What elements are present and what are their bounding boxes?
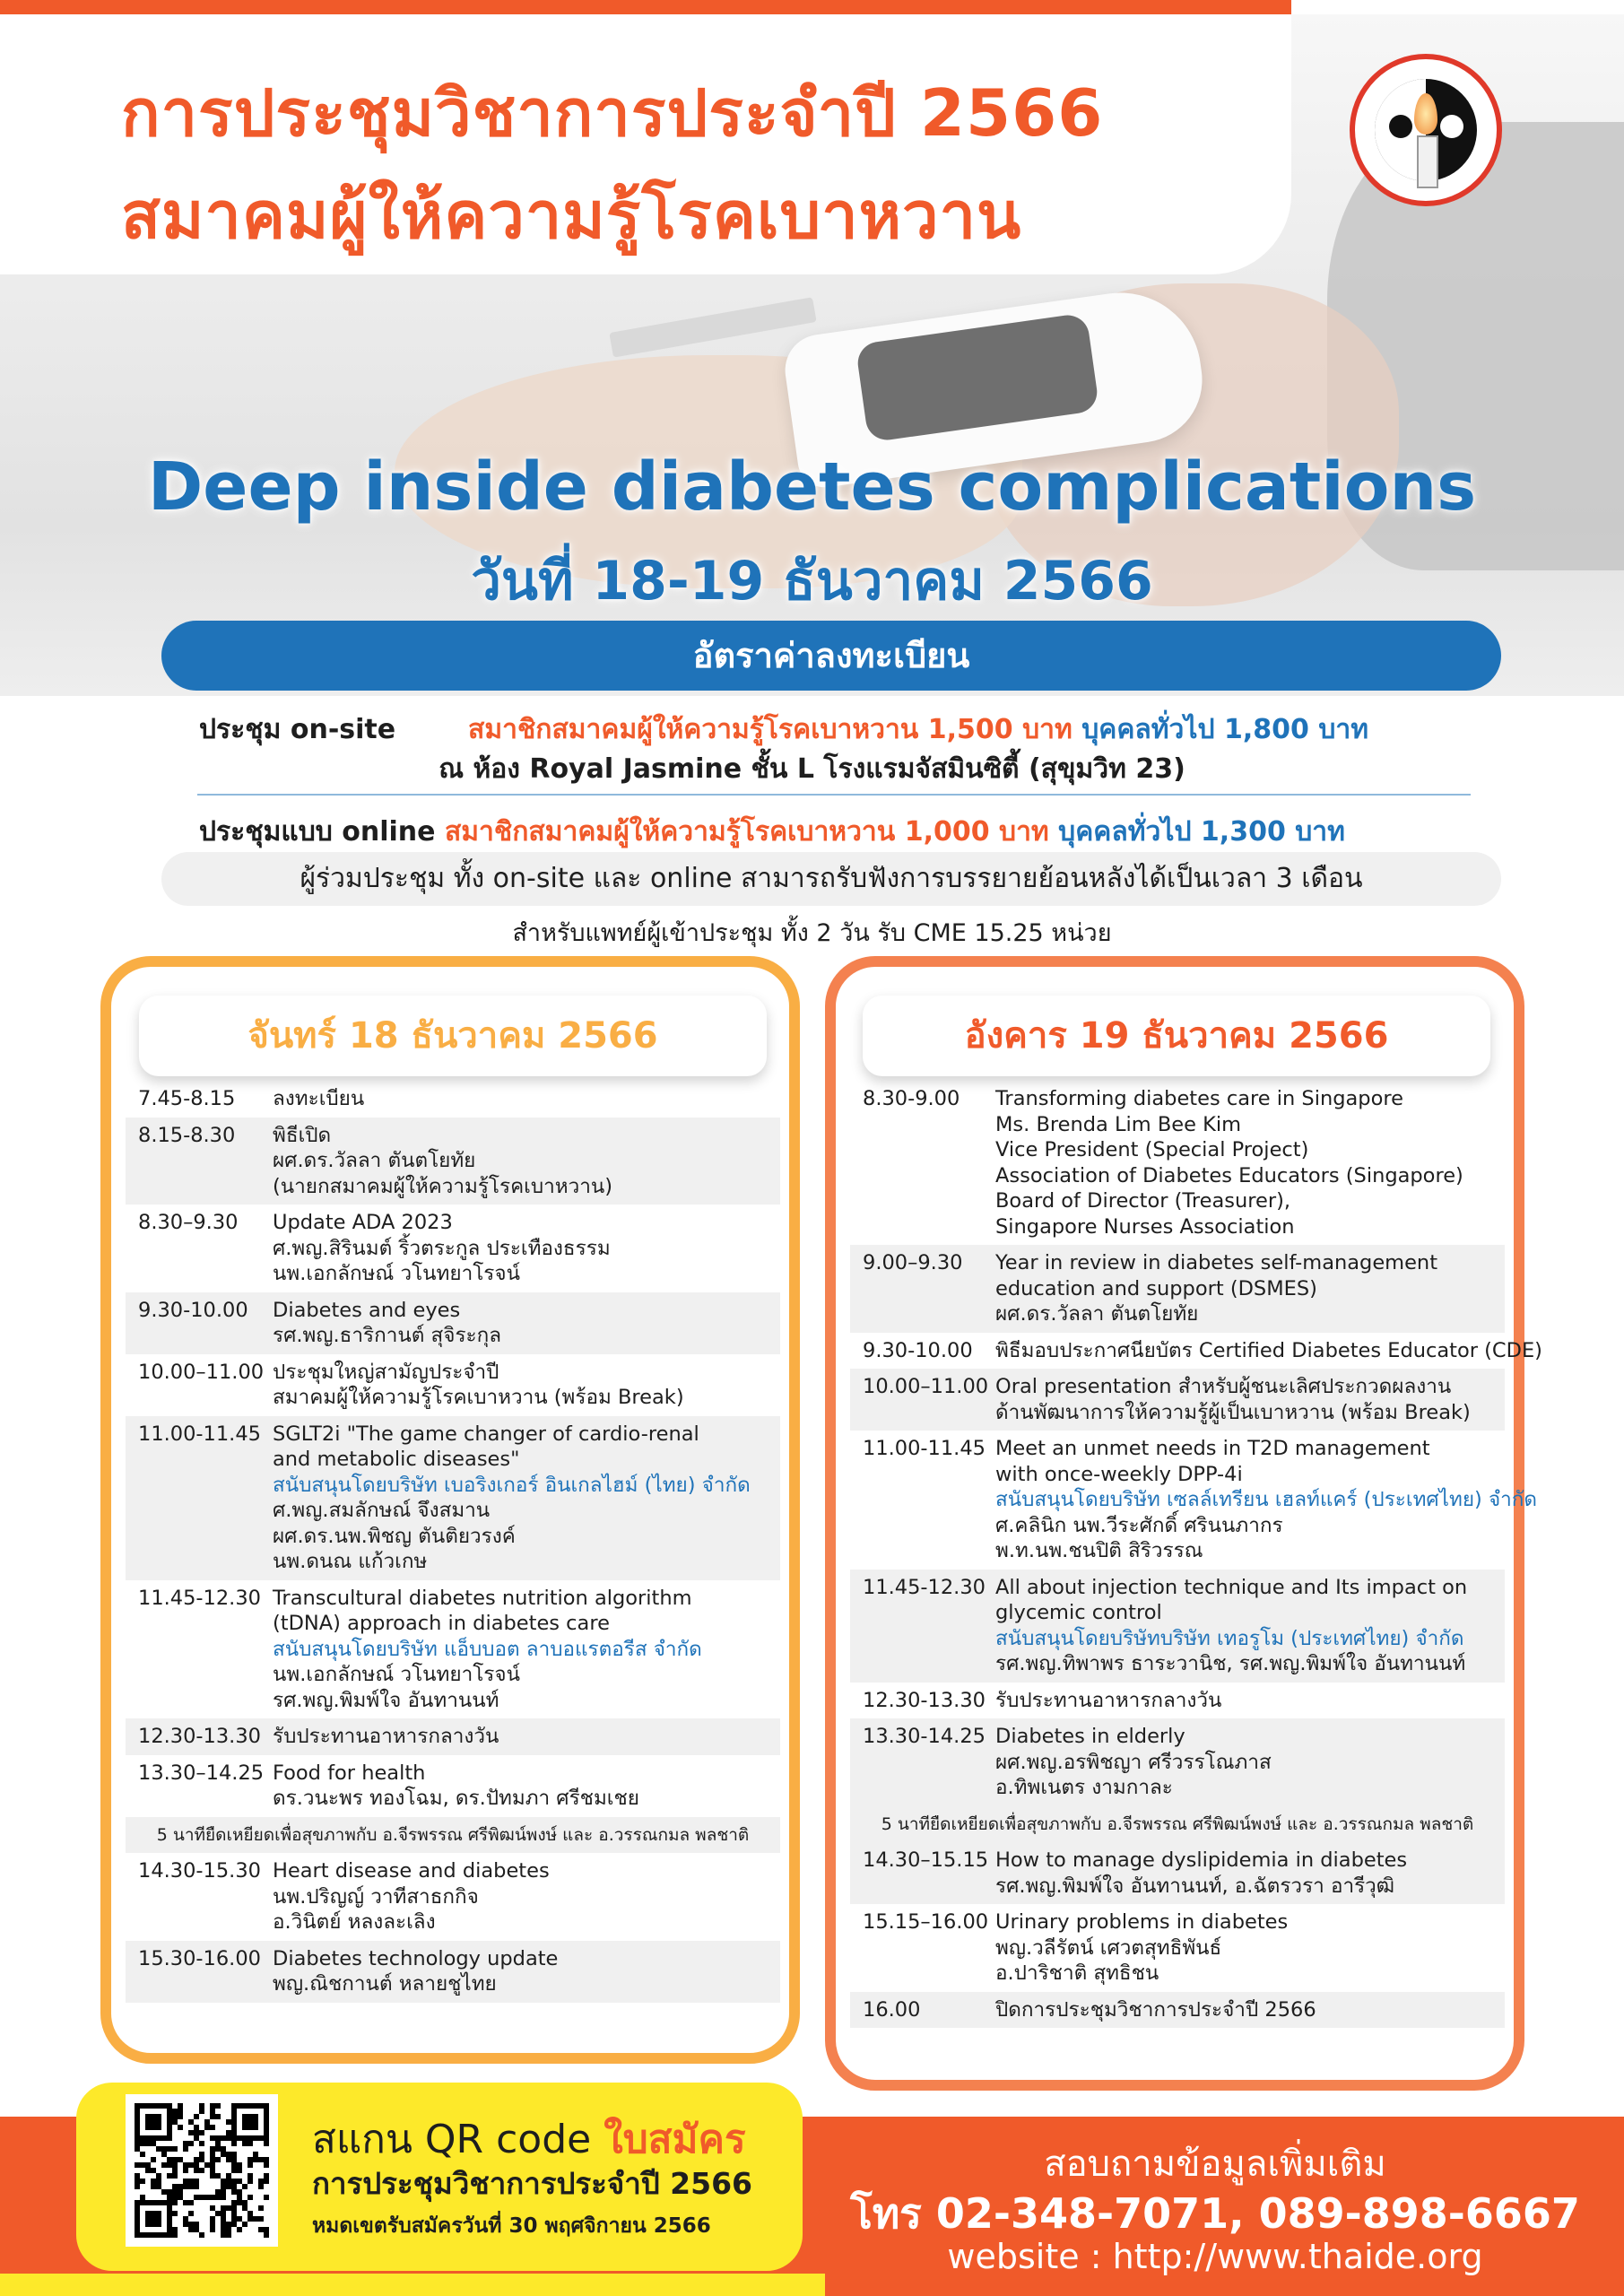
qr-module xyxy=(248,2179,253,2184)
registration-fee-heading: อัตราค่าลงทะเบียน xyxy=(161,621,1501,691)
schedule-row xyxy=(850,1904,1505,1992)
session-title: How to manage dyslipidemia in diabetes xyxy=(995,1848,1408,1872)
qr-module xyxy=(194,2184,199,2189)
day1-heading: จันทร์ 18 ธันวาคม 2566 xyxy=(139,996,767,1076)
scan-prefix: สแกน QR code xyxy=(312,2117,592,2162)
schedule-row xyxy=(850,1718,1505,1806)
session-speaker: รศ.พญ.พิมพ์ใจ อันทานนท์ xyxy=(273,1688,499,1712)
qr-module xyxy=(215,2114,221,2119)
qr-module xyxy=(210,2227,215,2232)
qr-module xyxy=(172,2173,178,2179)
schedule-row xyxy=(126,1118,780,1205)
qr-module xyxy=(221,2195,226,2200)
session-time: 13.30-14.25 xyxy=(863,1725,986,1748)
session-title: Transcultural diabetes nutrition algorithm xyxy=(273,1586,692,1610)
qr-module xyxy=(199,2232,204,2238)
session-line: (นายกสมาคมผู้ให้ความรู้โรคเบาหวาน) xyxy=(273,1174,613,1198)
session-time: 12.30-13.30 xyxy=(863,1688,986,1712)
session-details xyxy=(995,1909,1492,1987)
session-time: 7.45-8.15 xyxy=(138,1087,236,1110)
session-details xyxy=(995,1688,1492,1714)
qr-module xyxy=(258,2184,264,2189)
session-title: Transforming diabetes care in Singapore xyxy=(995,1087,1403,1110)
qr-module xyxy=(248,2162,253,2168)
qr-module xyxy=(151,2157,156,2162)
session-title: Oral presentation สำหรับผู้ชนะเลิศประกวดผลงาน xyxy=(995,1375,1452,1398)
session-line: ผศ.ดร.วัลลา ตันตโยทัย xyxy=(995,1302,1199,1326)
registration-deadline: หมดเขตรับสมัครวันที่ 30 พฤศจิกายน 2566 xyxy=(312,2214,711,2238)
qr-module xyxy=(172,2200,178,2205)
qr-module xyxy=(183,2146,188,2152)
qr-module xyxy=(199,2130,204,2135)
schedule-row xyxy=(850,1431,1537,1570)
session-title: All about injection technique and Its impact on xyxy=(995,1575,1468,1599)
qr-module xyxy=(210,2125,215,2130)
schedule-row xyxy=(850,1683,1505,1719)
event-date: วันที่ 18-19 ธันวาคม 2566 xyxy=(471,550,1153,613)
schedule-row xyxy=(850,1842,1505,1904)
session-speaker: ศ.พญ.สมลักษณ์ จึงสมาน xyxy=(273,1499,491,1522)
qr-module xyxy=(237,2168,242,2173)
qr-module xyxy=(140,2179,145,2184)
session-time: 10.00–11.00 xyxy=(138,1360,265,1384)
session-title: Diabetes technology update xyxy=(273,1946,559,1970)
schedule-row xyxy=(850,1333,1542,1370)
session-sponsor: สนับสนุนโดยบริษัท เบอริงเกอร์ อินเกลไฮม์ (ไทย) จำกัด xyxy=(273,1473,751,1497)
session-time: 8.30-9.00 xyxy=(863,1087,960,1110)
session-time: 14.30-15.30 xyxy=(138,1859,261,1883)
footer-yellow-strip xyxy=(0,2274,825,2296)
session-speaker: รศ.พญ.ทิพาพร ธาระวานิช, รศ.พญ.พิมพ์ใจ อันทานนท์ xyxy=(995,1652,1466,1675)
online-label: ประชุมแบบ online xyxy=(199,816,436,848)
session-title: Update ADA 2023 xyxy=(273,1211,453,1234)
qr-module xyxy=(178,2114,183,2119)
session-time: 12.30-13.30 xyxy=(138,1725,261,1748)
session-time: 15.15–16.00 xyxy=(863,1910,989,1934)
schedule-row xyxy=(850,1081,1505,1245)
session-time: 8.30–9.30 xyxy=(138,1211,239,1234)
session-time: 15.30-16.00 xyxy=(138,1946,261,1970)
contact-phone[interactable]: โทร 02-348-7071, 089-898-6667 xyxy=(850,2189,1580,2238)
session-title: พิธีเปิด xyxy=(273,1123,332,1147)
top-accent-strip xyxy=(0,0,1291,14)
session-sponsor: สนับสนุนโดยบริษัท เซลล์เทรียน เฮลท์แคร์ (ประเทศไทย) จำกัด xyxy=(995,1488,1537,1511)
session-details xyxy=(273,1724,768,1750)
session-line: Board of Director (Treasurer), xyxy=(995,1189,1291,1213)
online-member-fee: สมาชิกสมาคมผู้ให้ความรู้โรคเบาหวาน 1,000 บาท xyxy=(444,816,1049,848)
session-time: 9.00–9.30 xyxy=(863,1251,963,1274)
session-line: พญ.ณิชกานต์ หลายชูไทย xyxy=(273,1972,497,1996)
session-line: นพ.เอกลักษณ์ วโนทยาโรจน์ xyxy=(273,1262,520,1285)
session-title: ลงทะเบียน xyxy=(273,1087,365,1110)
qr-module xyxy=(172,2211,178,2216)
event-theme: Deep inside diabetes complications xyxy=(147,448,1477,526)
conference-title: การประชุมวิชาการประจำปี 2566 xyxy=(121,75,1104,151)
session-details xyxy=(273,1761,768,1812)
session-details xyxy=(273,1586,768,1714)
scan-highlight: ใบสมัคร xyxy=(604,2117,746,2162)
replay-note: ผู้ร่วมประชุม ทั้ง on-site และ online สามารถรับฟังการบรรยายย้อนหลังได้เป็นเวลา 3 เดือน xyxy=(161,852,1501,906)
session-line: Singapore Nurses Association xyxy=(995,1214,1295,1239)
qr-module xyxy=(215,2103,221,2109)
qr-module xyxy=(248,2141,253,2146)
session-title: ประชุมใหญ่สามัญประจำปี xyxy=(273,1360,499,1384)
qr-module xyxy=(199,2141,204,2146)
logo-dot xyxy=(1440,115,1463,138)
session-time: 11.00-11.45 xyxy=(138,1422,261,1446)
session-speaker: ศ.คลินิก นพ.วีระศักดิ์ ศรินนภากร xyxy=(995,1513,1283,1537)
schedule-row xyxy=(850,1245,1505,1333)
session-line: อ.ปาริชาติ สุทธิชน xyxy=(995,1961,1159,1985)
session-details xyxy=(995,1250,1492,1327)
session-time: 16.00 xyxy=(863,1997,921,2022)
schedule-row xyxy=(126,1853,780,1941)
session-line: ดร.วนะพร ทองโฉม, ดร.ปัทมภา ศรีชมเชย xyxy=(273,1787,639,1810)
schedule-row xyxy=(126,1941,780,2003)
qr-module xyxy=(242,2222,248,2227)
schedule-row xyxy=(126,1416,780,1580)
onsite-label: ประชุม on-site xyxy=(199,714,396,745)
stretch-break-note: 5 นาทียืดเหยียดเพื่อสุขภาพกับ อ.จีรพรรณ ศรีพิฒน์พงษ์ และ อ.วรรณกมล พลชาติ xyxy=(850,1806,1505,1843)
session-line: and metabolic diseases" xyxy=(273,1448,520,1471)
venue: ณ ห้อง Royal Jasmine ชั้น L โรงแรมจัสมินซิตี้ (สุขุมวิท 23) xyxy=(439,753,1185,785)
session-line: Association of Diabetes Educators (Singapore) xyxy=(995,1163,1463,1187)
session-details xyxy=(995,1374,1492,1425)
qr-module xyxy=(140,2152,145,2157)
association-name: สมาคมผู้ให้ความรู้โรคเบาหวาน xyxy=(121,178,1022,253)
session-title: Year in review in diabetes self-management xyxy=(995,1251,1438,1274)
session-details xyxy=(995,1338,1542,1364)
session-title: SGLT2i "The game changer of cardio-renal xyxy=(273,1422,699,1446)
session-details xyxy=(273,1298,768,1349)
online-fee-row xyxy=(199,811,1345,853)
session-details xyxy=(995,1436,1537,1564)
schedule-row xyxy=(850,1369,1505,1431)
session-sponsor: สนับสนุนโดยบริษัท แอ็บบอต ลาบอแรตอรีส จำกัด xyxy=(273,1637,702,1661)
qr-module xyxy=(194,2114,199,2119)
session-details xyxy=(273,1123,768,1200)
onsite-fee-row xyxy=(199,709,1368,751)
qr-module xyxy=(264,2195,269,2200)
session-details xyxy=(273,1360,768,1411)
session-title: Diabetes in elderly xyxy=(995,1725,1185,1748)
session-line: ด้านพัฒนาการให้ความรู้ผู้เป็นเบาหวาน (พร้อม Break) xyxy=(995,1400,1471,1424)
qr-module xyxy=(258,2205,264,2211)
schedule-row xyxy=(126,1205,780,1292)
session-time: 10.00–11.00 xyxy=(863,1375,989,1398)
session-details xyxy=(995,1848,1492,1899)
session-line: ศ.พญ.สิรินมต์ ริ้วตระกูล ประเทืองธรรม xyxy=(273,1236,611,1260)
session-title: พิธีมอบประกาศนียบัตร Certified Diabetes Educator (CDE) xyxy=(995,1338,1542,1362)
session-line: with once-weekly DPP-4i xyxy=(995,1462,1243,1486)
stretch-break-note: 5 นาทียืดเหยียดเพื่อสุขภาพกับ อ.จีรพรรณ ศรีพิฒน์พงษ์ และ อ.วรรณกมล พลชาติ xyxy=(126,1817,780,1854)
session-details xyxy=(273,1086,768,1112)
session-line: glycemic control xyxy=(995,1601,1162,1624)
qr-module xyxy=(231,2141,237,2146)
qr-module xyxy=(248,2195,253,2200)
session-time: 14.30–15.15 xyxy=(863,1848,989,1872)
qr-module xyxy=(264,2141,269,2146)
session-line: รศ.พญ.ธาริกานต์ สุจิระกุล xyxy=(273,1324,502,1347)
association-logo xyxy=(1350,54,1502,206)
qr-module xyxy=(258,2216,264,2222)
onsite-public-fee: บุคคลทั่วไป 1,800 บาท xyxy=(1081,714,1368,745)
session-title: Urinary problems in diabetes xyxy=(995,1910,1289,1934)
session-speaker: พ.ท.นพ.ชนปิติ สิริวรรณ xyxy=(995,1539,1203,1562)
session-title: Food for health xyxy=(273,1761,426,1785)
registration-qr-code[interactable] xyxy=(126,2094,278,2247)
session-time: 9.30-10.00 xyxy=(138,1298,248,1322)
day2-heading: อังคาร 19 ธันวาคม 2566 xyxy=(863,996,1490,1076)
session-time: 11.45-12.30 xyxy=(863,1575,986,1599)
qr-module xyxy=(188,2141,194,2146)
session-time: 8.15-8.30 xyxy=(138,1123,236,1147)
session-time: 11.45-12.30 xyxy=(138,1586,261,1610)
qr-module xyxy=(135,2184,140,2189)
session-time: 11.00-11.45 xyxy=(863,1437,986,1460)
session-line: อ.ทิพเนตร งามกาละ xyxy=(995,1776,1173,1799)
session-line: Ms. Brenda Lim Bee Kim xyxy=(995,1112,1242,1136)
session-speaker: ผศ.ดร.นพ.พิชญ ตันติยวรงค์ xyxy=(273,1524,516,1548)
qr-module xyxy=(178,2125,183,2130)
session-speaker: นพ.ดนณ แก้วเกษ xyxy=(273,1550,428,1573)
day2-schedule xyxy=(850,1081,1542,2028)
session-title: Diabetes and eyes xyxy=(273,1298,461,1322)
session-time: 13.30–14.25 xyxy=(138,1761,265,1785)
qr-module xyxy=(264,2179,269,2184)
qr-module xyxy=(172,2146,178,2152)
session-title: Heart disease and diabetes xyxy=(273,1859,550,1883)
cme-note: สำหรับแพทย์ผู้เข้าประชุม ทั้ง 2 วัน รับ CME 15.25 หน่วย xyxy=(512,919,1112,947)
session-line: (tDNA) approach in diabetes care xyxy=(273,1612,610,1635)
schedule-row xyxy=(126,1292,780,1354)
session-title: รับประทานอาหารกลางวัน xyxy=(995,1688,1222,1712)
onsite-member-fee: สมาชิกสมาคมผู้ให้ความรู้โรคเบาหวาน 1,500 บาท xyxy=(468,714,1073,745)
session-line: ผศ.พญ.อรพิชญา ศรีวรรโณภาส xyxy=(995,1750,1272,1774)
qr-module xyxy=(264,2162,269,2168)
qr-module xyxy=(188,2200,194,2205)
qr-module xyxy=(156,2222,161,2227)
session-details xyxy=(995,1086,1492,1239)
qr-module xyxy=(226,2232,231,2238)
session-title: รับประทานอาหารกลางวัน xyxy=(273,1725,499,1748)
qr-module xyxy=(264,2232,269,2238)
qr-module xyxy=(242,2184,248,2189)
online-public-fee: บุคคลทั่วไป 1,300 บาท xyxy=(1058,816,1345,848)
schedule-row xyxy=(850,1570,1505,1683)
divider xyxy=(197,794,1471,796)
day1-schedule xyxy=(126,1081,780,2003)
qr-module xyxy=(199,2168,204,2173)
session-sponsor: สนับสนุนโดยบริษัทบริษัท เทอรูโม (ประเทศไทย) จำกัด xyxy=(995,1626,1464,1650)
session-line: Vice President (Special Project) xyxy=(995,1138,1309,1161)
qr-module xyxy=(199,2109,204,2114)
schedule-row xyxy=(126,1580,780,1719)
schedule-row xyxy=(126,1081,780,1118)
qr-module xyxy=(183,2168,188,2173)
session-line: สมาคมผู้ให้ความรู้โรคเบาหวาน (พร้อม Break) xyxy=(273,1386,684,1409)
session-details xyxy=(995,1575,1492,1677)
scan-event-name: การประชุมวิชาการประจำปี 2566 xyxy=(312,2166,753,2201)
contact-website[interactable]: website : http://www.thaide.org xyxy=(947,2237,1483,2276)
session-line: ผศ.ดร.วัลลา ตันตโยทัย xyxy=(273,1149,476,1172)
schedule-row xyxy=(126,1354,780,1416)
session-line: พญ.วลีรัตน์ เศวตสุทธิพันธ์ xyxy=(995,1935,1222,1960)
session-time: 9.30-10.00 xyxy=(863,1338,973,1362)
session-line: รศ.พญ.พิมพ์ใจ อันทานนท์, อ.ฉัตรวรา อารีวุฒิ xyxy=(995,1874,1395,1898)
session-line: education and support (DSMES) xyxy=(995,1276,1317,1300)
session-details xyxy=(273,1946,768,1997)
schedule-row xyxy=(126,1755,780,1817)
session-details xyxy=(995,1997,1492,2023)
session-details xyxy=(273,1422,768,1575)
session-line: นพ.ปริญญ์ วาทีสาธกกิจ xyxy=(273,1884,479,1909)
qr-module xyxy=(156,2125,161,2130)
session-details xyxy=(273,1858,768,1935)
qr-module xyxy=(215,2157,221,2162)
schedule-row xyxy=(850,1992,1505,2029)
qr-module xyxy=(253,2125,258,2130)
session-details xyxy=(273,1210,768,1287)
qr-module xyxy=(188,2211,194,2216)
session-line: อ.วินิตย์ หลงละเลิง xyxy=(273,1910,436,1934)
qr-module xyxy=(237,2227,242,2232)
session-details xyxy=(995,1724,1492,1801)
test-strip xyxy=(609,297,816,358)
session-speaker: นพ.เอกลักษณ์ วโนทยาโรจน์ xyxy=(273,1663,520,1686)
session-title: Meet an unmet needs in T2D management xyxy=(995,1437,1430,1460)
candle-icon xyxy=(1417,135,1438,188)
schedule-row xyxy=(126,1718,780,1755)
session-title: ปิดการประชุมวิชาการประจำปี 2566 xyxy=(995,1997,1316,2022)
logo-dot xyxy=(1389,115,1412,138)
qr-module xyxy=(172,2232,178,2238)
qr-module xyxy=(167,2135,172,2141)
contact-heading: สอบถามข้อมูลเพิ่มเติม xyxy=(1044,2144,1386,2185)
